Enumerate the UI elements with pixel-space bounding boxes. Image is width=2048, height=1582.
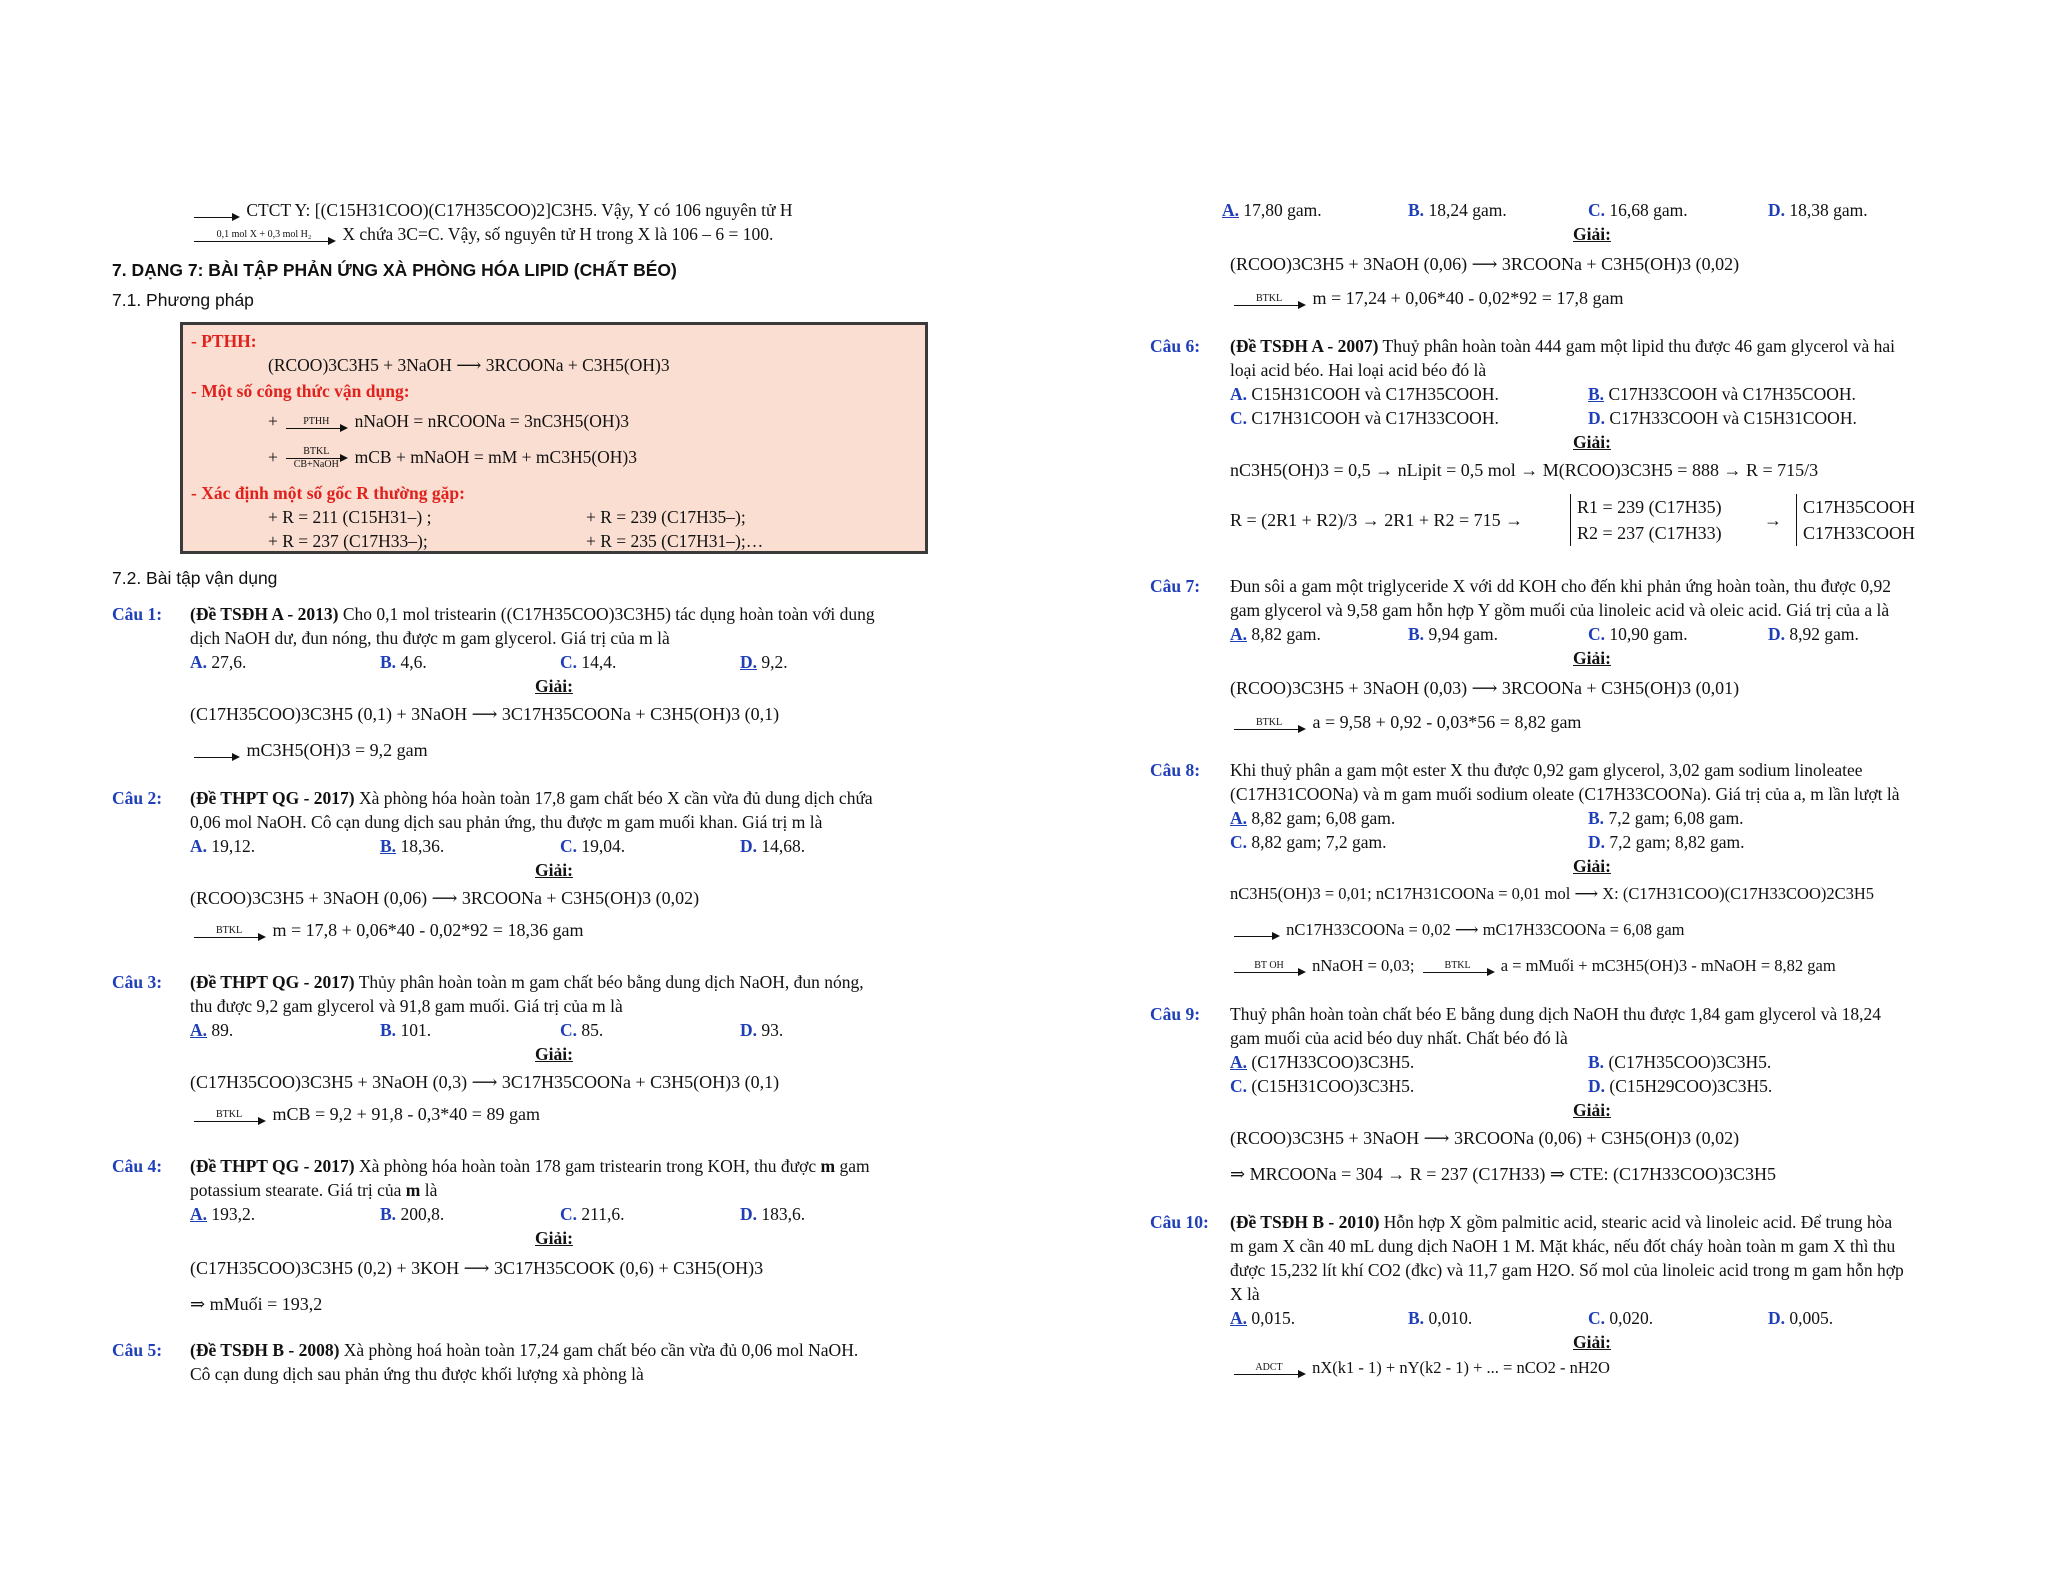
solution-heading: Giải: — [1573, 1100, 1611, 1120]
method-box — [180, 322, 928, 554]
arrow-icon: BTKL — [194, 1110, 264, 1122]
option-d: D. (C15H29COO)3C3H5. — [1588, 1076, 1773, 1096]
option-a: A. 27,6. — [190, 652, 247, 672]
solution-equation: (RCOO)3C3H5 + 3NaOH (0,06) ⟶ 3RCOONa + C3H5(OH)3 (0,02) — [1230, 254, 1740, 274]
formula-label: - Một số công thức vận dụng: — [191, 381, 410, 401]
question-label: Câu 4: — [112, 1156, 163, 1176]
solution-equation: nC3H5(OH)3 = 0,01; nC17H31COONa = 0,01 mol ⟶ X: (C17H31COO)(C17H33COO)2C3H5 — [1230, 884, 1875, 903]
arrow-icon — [194, 746, 238, 758]
question-text: (Đề THPT QG - 2017) Thủy phân hoàn toàn m gam chất béo bằng dung dịch NaOH, đun nóng, — [190, 972, 864, 992]
option-c: C. 14,4. — [560, 652, 617, 672]
subsection-heading: 7.2. Bài tập vận dụng — [112, 568, 278, 588]
question-text: Cô cạn dung dịch sau phản ứng thu được khối lượng xà phòng là — [190, 1364, 644, 1384]
solution-equation: (RCOO)3C3H5 + 3NaOH (0,03) ⟶ 3RCOONa + C3H5(OH)3 (0,01) — [1230, 678, 1740, 698]
question-text: X là — [1230, 1284, 1260, 1304]
question-text: (Đề TSĐH B - 2010) Hỗn hợp X gồm palmitic acid, stearic acid và linoleic acid. Để trung hòa — [1230, 1212, 1893, 1232]
question-label: Câu 5: — [112, 1340, 163, 1360]
question-text: (Đề TSĐH A - 2007) Thuỷ phân hoàn toàn 444 gam một lipid thu được 46 gam glycerol và hai — [1230, 336, 1896, 356]
option-d: D. 8,92 gam. — [1768, 624, 1859, 644]
option-b-correct: B. C17H33COOH và C17H35COOH. — [1588, 384, 1856, 404]
arrow-icon: BTKL — [1234, 718, 1304, 730]
option-d: D. 18,38 gam. — [1768, 200, 1868, 220]
section-heading: 7. DẠNG 7: BÀI TẬP PHẢN ỨNG XÀ PHÒNG HÓA LIPID (CHẤT BÉO) — [112, 260, 677, 280]
question-text: (C17H31COONa) và m gam muối sodium oleate (C17H33COONa). Giá trị của a, m lần lượt là — [1230, 784, 1900, 804]
option-c: C. C17H31COOH và C17H33COOH. — [1230, 408, 1499, 428]
question-text: (Đề THPT QG - 2017) Xà phòng hóa hoàn toàn 17,8 gam chất béo X cần vừa đủ dung dịch chứa — [190, 788, 873, 808]
ctct-line — [190, 198, 793, 222]
option-a-correct: A. 193,2. — [190, 1204, 256, 1224]
question-text: gam muối của acid béo duy nhất. Chất béo đó là — [1230, 1028, 1568, 1048]
option-b: B. 9,94 gam. — [1408, 624, 1498, 644]
option-b: B. 18,24 gam. — [1408, 200, 1507, 220]
option-b: B. 7,2 gam; 6,08 gam. — [1588, 808, 1744, 828]
subsection-heading: 7.1. Phương pháp — [112, 290, 254, 310]
solution-heading: Giải: — [535, 676, 573, 696]
option-c: C. 8,82 gam; 7,2 gam. — [1230, 832, 1387, 852]
option-c: C. 211,6. — [560, 1204, 625, 1224]
option-d: D. 14,68. — [740, 836, 806, 856]
solution-result: ⇒ mMuối = 193,2 — [190, 1294, 323, 1314]
result-acids: C17H35COOH C17H33COOH — [1796, 494, 1915, 546]
option-c: C. 10,90 gam. — [1588, 624, 1688, 644]
question-text: Đun sôi a gam một triglyceride X với dd KOH cho đến khi phản ứng hoàn toàn, thu được 0,92 — [1230, 576, 1892, 596]
option-d: D. 93. — [740, 1020, 784, 1040]
question-label: Câu 9: — [1150, 1004, 1201, 1024]
option-c: C. (C15H31COO)3C3H5. — [1230, 1076, 1415, 1096]
solution-equation: (C17H35COO)3C3H5 + 3NaOH (0,3) ⟶ 3C17H35COONa + C3H5(OH)3 (0,1) — [190, 1072, 780, 1092]
solution-equation: nC3H5(OH)3 = 0,5 → nLipit = 0,5 mol → M(RCOO)3C3H5 = 888 → R = 715/3 — [1230, 460, 1819, 480]
solution-result: BTKL m = 17,24 + 0,06*40 - 0,02*92 = 17,8 gam — [1230, 286, 1623, 310]
option-c: C. 0,020. — [1588, 1308, 1654, 1328]
solution-heading: Giải: — [535, 1228, 573, 1248]
solution-heading: Giải: — [535, 1044, 573, 1064]
option-b-correct: B. 18,36. — [380, 836, 445, 856]
system-of-equations: R1 = 239 (C17H35) R2 = 237 (C17H33) — [1570, 494, 1722, 546]
solution-heading: Giải: — [1573, 856, 1611, 876]
question-text: dịch NaOH dư, đun nóng, thu được m gam glycerol. Giá trị của m là — [190, 628, 670, 648]
question-label: Câu 6: — [1150, 336, 1201, 356]
option-c: C. 19,04. — [560, 836, 626, 856]
option-a-correct: A. (C17H33COO)3C3H5. — [1230, 1052, 1415, 1072]
option-b: B. 0,010. — [1408, 1308, 1473, 1328]
right-page — [1024, 0, 2048, 1582]
arrow-icon: 0,1 mol X + 0,3 mol H₂ — [194, 230, 334, 242]
question-text: Khi thuỷ phân a gam một ester X thu được 0,92 gam glycerol, 3,02 gam sodium linoleatee — [1230, 760, 1863, 780]
option-d: D. C17H33COOH và C15H31COOH. — [1588, 408, 1857, 428]
option-c: C. 85. — [560, 1020, 604, 1040]
question-text: gam glycerol và 9,58 gam hỗn hợp Y gồm muối của linoleic acid và oleic acid. Giá trị của a là — [1230, 600, 1890, 620]
option-a-correct: A. 89. — [190, 1020, 234, 1040]
solution-heading: Giải: — [1573, 224, 1611, 244]
formula-2: + BTKL CB+NaOH mCB + mNaOH = mM + mC3H5(OH)3 — [268, 446, 638, 471]
pthh-label: - PTHH: — [191, 331, 257, 351]
arrow-icon: PTHH — [286, 417, 346, 429]
option-d-correct: D. 9,2. — [740, 652, 788, 672]
arrow-icon: BTKL CB+NaOH — [286, 447, 346, 470]
solution-result: ⇒ MRCOONa = 304 → R = 237 (C17H33) ⇒ CTE: (C17H33COO)3C3H5 — [1230, 1164, 1776, 1184]
question-label: Câu 8: — [1150, 760, 1201, 780]
solution-equation: nC17H33COONa = 0,02 ⟶ mC17H33COONa = 6,08 gam — [1230, 918, 1685, 942]
solution-result: BT OH nNaOH = 0,03; BTKL a = mMuối + mC3H5(OH)3 - mNaOH = 8,82 gam — [1230, 954, 1836, 978]
option-a-correct: A. 8,82 gam; 6,08 gam. — [1230, 808, 1396, 828]
question-text: (Đề TSĐH B - 2008) Xà phòng hoá hoàn toàn 17,24 gam chất béo cần vừa đủ 0,06 mol NaOH. — [190, 1340, 859, 1360]
option-b: B. (C17H35COO)3C3H5. — [1588, 1052, 1772, 1072]
arrow-icon — [1234, 925, 1278, 937]
question-text: (Đề TSĐH A - 2013) Cho 0,1 mol tristearin ((C17H35COO)3C3H5) tác dụng hoàn toàn với dung — [190, 604, 875, 624]
solution-heading: Giải: — [1573, 432, 1611, 452]
arrow-icon: BTKL — [1423, 961, 1493, 973]
solution-equation: ADCT nX(k1 - 1) + nY(k2 - 1) + ... = nCO2 - nH2O — [1230, 1356, 1610, 1380]
question-label: Câu 1: — [112, 604, 163, 624]
solution-result: mC3H5(OH)3 = 9,2 gam — [190, 738, 428, 762]
r-group-4: + R = 235 (C17H31–);… — [586, 531, 764, 551]
option-b: B. 4,6. — [380, 652, 427, 672]
question-text: loại acid béo. Hai loại acid béo đó là — [1230, 360, 1487, 380]
question-text: 0,06 mol NaOH. Cô cạn dung dịch sau phản ứng, thu được m gam muối khan. Giá trị m là — [190, 812, 823, 832]
solution-heading: Giải: — [1573, 648, 1611, 668]
r-group-2: + R = 239 (C17H35–); — [586, 507, 746, 527]
r-group-3: + R = 237 (C17H33–); — [268, 531, 428, 551]
solution-result: BTKL a = 9,58 + 0,92 - 0,03*56 = 8,82 gam — [1230, 710, 1581, 734]
solution-equation: R = (2R1 + R2)/3 → 2R1 + R2 = 715 → — [1230, 510, 1524, 530]
implies-arrow: → — [1764, 510, 1782, 530]
question-text: potassium stearate. Giá trị của m là — [190, 1180, 438, 1200]
arrow-icon: ADCT — [1234, 1363, 1304, 1375]
question-label: Câu 10: — [1150, 1212, 1209, 1232]
option-a-correct: A. 17,80 gam. — [1222, 200, 1322, 220]
solution-equation: (RCOO)3C3H5 + 3NaOH (0,06) ⟶ 3RCOONa + C3H5(OH)3 (0,02) — [190, 888, 700, 908]
option-d: D. 183,6. — [740, 1204, 806, 1224]
solution-equation: (C17H35COO)3C3H5 (0,2) + 3KOH ⟶ 3C17H35COOK (0,6) + C3H5(OH)3 — [190, 1258, 764, 1278]
option-a: A. C15H31COOH và C17H35COOH. — [1230, 384, 1499, 404]
solution-equation: (C17H35COO)3C3H5 (0,1) + 3NaOH ⟶ 3C17H35COONa + C3H5(OH)3 (0,1) — [190, 704, 780, 724]
formula-1: + PTHH nNaOH = nRCOONa = 3nC3H5(OH)3 — [268, 411, 630, 431]
option-a-correct: A. 0,015. — [1230, 1308, 1296, 1328]
question-text: thu được 9,2 gam glycerol và 91,8 gam muối. Giá trị của m là — [190, 996, 623, 1016]
question-label: Câu 7: — [1150, 576, 1201, 596]
arrow-icon: BTKL — [194, 926, 264, 938]
arrow-icon: BT OH — [1234, 961, 1304, 973]
ctct-text: CTCT Y: [(C15H31COO)(C17H35COO)2]C3H5. Vậy, Y có 106 nguyên tử H — [246, 200, 793, 220]
option-d: D. 0,005. — [1768, 1308, 1834, 1328]
solution-heading: Giải: — [535, 860, 573, 880]
arrow-icon — [194, 206, 238, 218]
h-count-line — [190, 222, 773, 246]
h-count-text: X chứa 3C=C. Vậy, số nguyên tử H trong X là 106 – 6 = 100. — [342, 224, 774, 244]
option-d: D. 7,2 gam; 8,82 gam. — [1588, 832, 1745, 852]
pthh-equation: (RCOO)3C3H5 + 3NaOH ⟶ 3RCOONa + C3H5(OH)3 — [268, 355, 670, 375]
arrow-icon: BTKL — [1234, 294, 1304, 306]
question-text: m gam X cần 40 mL dung dịch NaOH 1 M. Mặt khác, nếu đốt cháy hoàn toàn m gam X thì thu — [1230, 1236, 1896, 1256]
solution-equation: (RCOO)3C3H5 + 3NaOH ⟶ 3RCOONa (0,06) + C3H5(OH)3 (0,02) — [1230, 1128, 1740, 1148]
r-group-1: + R = 211 (C15H31–) ; — [268, 507, 432, 527]
solution-result: BTKL m = 17,8 + 0,06*40 - 0,02*92 = 18,36 gam — [190, 918, 583, 942]
question-text: (Đề THPT QG - 2017) Xà phòng hóa hoàn toàn 178 gam tristearin trong KOH, thu được m gam — [190, 1156, 870, 1176]
question-text: được 15,232 lít khí CO2 (đkc) và 11,7 gam H2O. Số mol của linoleic acid trong m gam hỗn hợp — [1230, 1260, 1904, 1280]
option-a: A. 19,12. — [190, 836, 256, 856]
r-group-label: - Xác định một số gốc R thường gặp: — [191, 483, 465, 503]
solution-result: BTKL mCB = 9,2 + 91,8 - 0,3*40 = 89 gam — [190, 1102, 540, 1126]
question-text: Thuỷ phân hoàn toàn chất béo E bằng dung dịch NaOH thu được 1,84 gam glycerol và 18,24 — [1230, 1004, 1882, 1024]
option-b: B. 200,8. — [380, 1204, 445, 1224]
question-label: Câu 3: — [112, 972, 163, 992]
option-a-correct: A. 8,82 gam. — [1230, 624, 1321, 644]
solution-heading: Giải: — [1573, 1332, 1611, 1352]
option-b: B. 101. — [380, 1020, 432, 1040]
question-label: Câu 2: — [112, 788, 163, 808]
option-c: C. 16,68 gam. — [1588, 200, 1688, 220]
